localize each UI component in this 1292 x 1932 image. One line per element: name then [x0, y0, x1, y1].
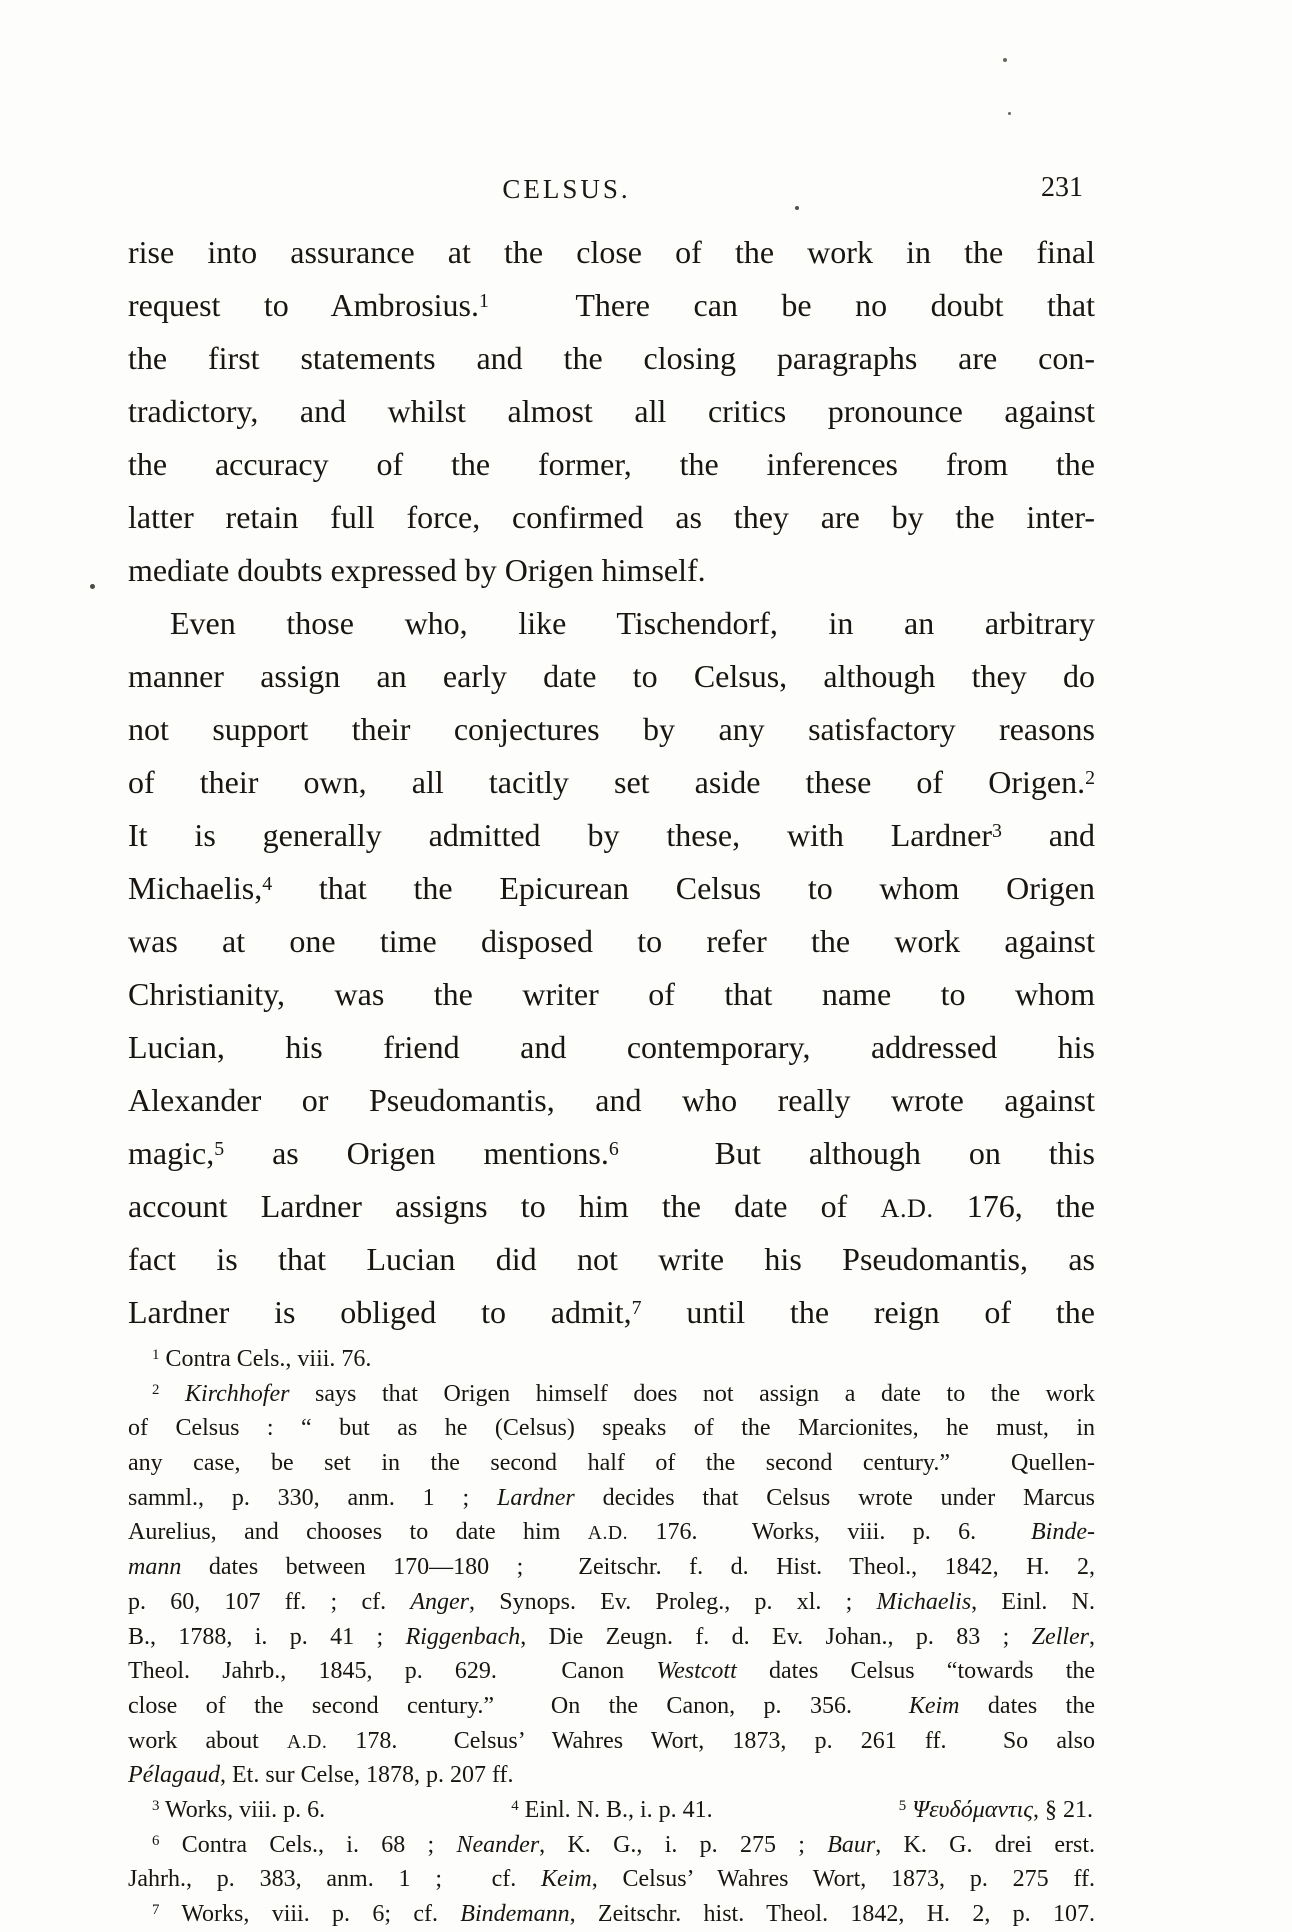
text-segment: Jahrh., p. 383, anm. 1 ; cf.	[128, 1866, 542, 1893]
footnote-line	[128, 1342, 1095, 1377]
text-line	[128, 1021, 1095, 1074]
footnote-line	[128, 1411, 1095, 1446]
text-segment: work about	[128, 1727, 287, 1754]
text-line	[128, 1180, 1095, 1233]
text-line	[128, 385, 1095, 438]
text-segment: But although on this	[618, 1135, 1096, 1171]
footnote-marker: 3	[152, 1798, 160, 1815]
footnote-line	[128, 1620, 1095, 1655]
text-segment: 178. Celsus’ Wahres Wort, 1873, p. 261 ff. So also	[327, 1727, 1095, 1754]
text-segment: Lardner	[496, 1484, 575, 1511]
running-title: CELSUS.	[502, 174, 631, 204]
text-line	[128, 756, 1095, 809]
text-segment: , K. G., i. p. 275 ;	[539, 1831, 828, 1858]
text-segment: rise into assurance at the close of the work in the final	[128, 234, 1095, 270]
text-segment: It is generally admitted by these, with Lardner	[128, 817, 992, 853]
footnote-line	[128, 1897, 1095, 1932]
footnote-marker: 7	[631, 1297, 642, 1320]
text-segment: dates Celsus “towards the	[736, 1658, 1096, 1685]
footnote-line	[128, 1724, 1095, 1759]
text-segment: Michaelis	[876, 1588, 972, 1615]
text-segment: , Einl. N.	[971, 1588, 1095, 1615]
text-segment: Einl. N. B., i. p. 41.	[518, 1796, 713, 1823]
text-segment: was at one time disposed to refer the work against	[128, 923, 1095, 959]
text-segment: Alexander or Pseudomantis, and who really wrote against	[128, 1082, 1095, 1118]
text-segment: mann	[128, 1554, 182, 1581]
text-segment: the first statements and the closing paragraphs are con-	[128, 340, 1095, 376]
text-line	[128, 332, 1095, 385]
footnotes	[128, 1342, 1095, 1932]
text-segment: that the Epicurean Celsus to whom Origen	[272, 870, 1095, 906]
text-segment: Binde-	[1031, 1519, 1095, 1546]
text-line	[128, 438, 1095, 491]
text-line	[128, 703, 1095, 756]
text-segment: There can be no doubt that	[488, 287, 1096, 323]
text-segment: Even those who, like Tischendorf, in an arbitrary	[170, 605, 1095, 641]
text-line	[128, 1127, 1095, 1180]
text-segment: not support their conjectures by any satisfactory reasons	[128, 711, 1095, 747]
text-segment: , K. G. drei erst.	[875, 1831, 1096, 1858]
text-segment: and	[1001, 817, 1096, 853]
text-segment: Bindemann	[460, 1901, 570, 1927]
text-segment: Ψευδόμαντις	[912, 1796, 1033, 1823]
scan-speck	[795, 206, 799, 210]
text-segment: Riggenbach	[405, 1623, 521, 1650]
text-line	[128, 491, 1095, 544]
footnote-marker: 7	[152, 1902, 160, 1919]
page-header	[128, 170, 1095, 212]
footnote-line	[128, 1550, 1095, 1585]
footnote-line	[128, 1481, 1095, 1516]
text-line	[128, 1233, 1095, 1286]
text-segment: the accuracy of the former, the inferences from the	[128, 446, 1095, 482]
footnote-marker: 5	[214, 1138, 225, 1161]
text-segment: Keim	[908, 1692, 960, 1719]
footnote-marker: 5	[898, 1798, 907, 1815]
text-line	[128, 650, 1095, 703]
text-line	[128, 809, 1095, 862]
footnote-marker: 3	[992, 820, 1002, 843]
text-segment: says that Origen himself does not assign a date to the work	[289, 1380, 1096, 1407]
text-line	[128, 862, 1095, 915]
text-segment: samml., p. 330, anm. 1 ;	[128, 1484, 497, 1511]
text-segment: Westcott	[656, 1658, 737, 1685]
text-segment: Lucian, his friend and contemporary, addressed his	[128, 1029, 1095, 1065]
text-segment: Keim	[541, 1866, 592, 1893]
text-segment: until the reign of the	[641, 1294, 1095, 1330]
text-segment: Pélagaud	[128, 1762, 220, 1789]
footnote-group	[152, 1793, 325, 1828]
footnote-line	[128, 1446, 1095, 1481]
footnote-line	[128, 1515, 1095, 1550]
text-segment: of their own, all tacitly set aside these of Origen.	[128, 764, 1086, 800]
scan-speck	[90, 584, 95, 589]
text-segment: fact is that Lucian did not write his Pseudomantis, as	[128, 1241, 1095, 1277]
text-segment: any case, be set in the second half of the second century.” Quellen-	[128, 1450, 1095, 1477]
text-segment: 176, the	[933, 1188, 1095, 1224]
text-segment: Theol. Jahrb., 1845, p. 629. Canon	[128, 1658, 657, 1685]
text-segment: , Celsus’ Wahres Wort, 1873, p. 275 ff.	[591, 1866, 1095, 1893]
text-segment: mediate doubts expressed by Origen himself.	[128, 552, 706, 588]
text-segment: Works, viii. p. 6; cf.	[159, 1901, 461, 1927]
text-line	[128, 1286, 1095, 1339]
text-segment: Works, viii. p. 6.	[159, 1796, 326, 1823]
text-segment: account Lardner assigns to him the date of	[128, 1188, 881, 1224]
footnote-line	[128, 1862, 1095, 1897]
footnote-line	[128, 1585, 1095, 1620]
footnote-marker: 6	[152, 1832, 160, 1849]
text-segment: dates the	[959, 1692, 1095, 1719]
text-line	[128, 1074, 1095, 1127]
text-segment: magic,	[128, 1135, 215, 1171]
footnote-line	[128, 1654, 1095, 1689]
text-segment: manner assign an early date to Celsus, although they do	[128, 658, 1095, 694]
text-segment: close of the second century.” On the Canon, p. 356.	[128, 1692, 909, 1719]
text-segment: decides that Celsus wrote under Marcus	[574, 1484, 1095, 1511]
footnote-line	[128, 1377, 1095, 1412]
text-line	[128, 915, 1095, 968]
text-segment: as Origen mentions.	[224, 1135, 609, 1171]
text-line	[128, 544, 1095, 597]
text-segment: latter retain full force, confirmed as they are by the inter-	[128, 499, 1095, 535]
text-segment: Baur	[827, 1831, 876, 1858]
text-segment: Zeller	[1031, 1623, 1090, 1650]
text-segment: Christianity, was the writer of that name to whom	[128, 976, 1095, 1012]
text-segment: of Celsus : “ but as he (Celsus) speaks of the Marcionites, he must, in	[128, 1415, 1095, 1442]
footnote-marker: 6	[608, 1138, 619, 1161]
footnote-group	[511, 1793, 712, 1828]
footnote-marker: 1	[152, 1347, 160, 1364]
text-segment: ,	[1089, 1623, 1096, 1650]
footnote-line	[128, 1828, 1095, 1863]
footnote-marker: 2	[1085, 767, 1095, 790]
text-segment: request to Ambrosius.	[128, 287, 480, 323]
text-segment: A.D.	[587, 1522, 629, 1545]
text-segment: 176. Works, viii. p. 6.	[628, 1519, 1032, 1546]
footnote-line	[128, 1689, 1095, 1724]
text-segment: A.D.	[880, 1194, 934, 1223]
text-segment: Contra Cels., i. 68 ;	[159, 1831, 457, 1858]
text-segment: , Die Zeugn. f. d. Ev. Johan., p. 83 ;	[520, 1623, 1032, 1650]
text-segment: Contra Cels., viii. 76.	[159, 1346, 372, 1372]
text-segment: Aurelius, and chooses to date him	[128, 1519, 588, 1546]
text-segment: dates between 170—180 ; Zeitschr. f. d. Hist. Theol., 1842, H. 2,	[181, 1554, 1095, 1581]
footnote-marker: 2	[152, 1382, 160, 1398]
text-line	[128, 226, 1095, 279]
text-segment: B., 1788, i. p. 41 ;	[128, 1623, 406, 1650]
body-text	[128, 226, 1095, 1339]
text-segment: Michaelis,	[128, 870, 263, 906]
text-segment: Kirchhofer	[185, 1380, 290, 1407]
footnote-group	[899, 1793, 1093, 1828]
footnote-line	[128, 1758, 1095, 1793]
footnote-line	[128, 1793, 1095, 1828]
footnote-marker: 4	[262, 873, 273, 896]
text-segment: , Synops. Ev. Proleg., p. xl. ;	[469, 1588, 877, 1615]
text-segment: , Zeitschr. hist. Theol. 1842, H. 2, p. 107.	[569, 1901, 1095, 1927]
footnote-marker: 1	[479, 290, 489, 313]
text-segment: A.D.	[287, 1730, 328, 1753]
scan-speck	[1008, 112, 1011, 115]
text-segment: Anger	[410, 1588, 470, 1615]
text-segment: , Et. sur Celse, 1878, p. 207 ff.	[219, 1762, 514, 1789]
text-line	[128, 968, 1095, 1021]
text-segment: Lardner is obliged to admit,	[128, 1294, 632, 1330]
text-segment: Neander	[456, 1831, 540, 1858]
text-segment: tradictory, and whilst almost all critics pronounce against	[128, 393, 1095, 429]
footnote-marker: 4	[511, 1798, 519, 1815]
text-segment: p. 60, 107 ff. ; cf.	[128, 1588, 411, 1615]
text-line	[128, 279, 1095, 332]
page-number: 231	[1041, 172, 1083, 203]
text-segment	[159, 1381, 185, 1407]
text-segment: , § 21.	[1032, 1796, 1093, 1823]
text-line	[128, 597, 1095, 650]
scan-speck	[1003, 58, 1007, 62]
